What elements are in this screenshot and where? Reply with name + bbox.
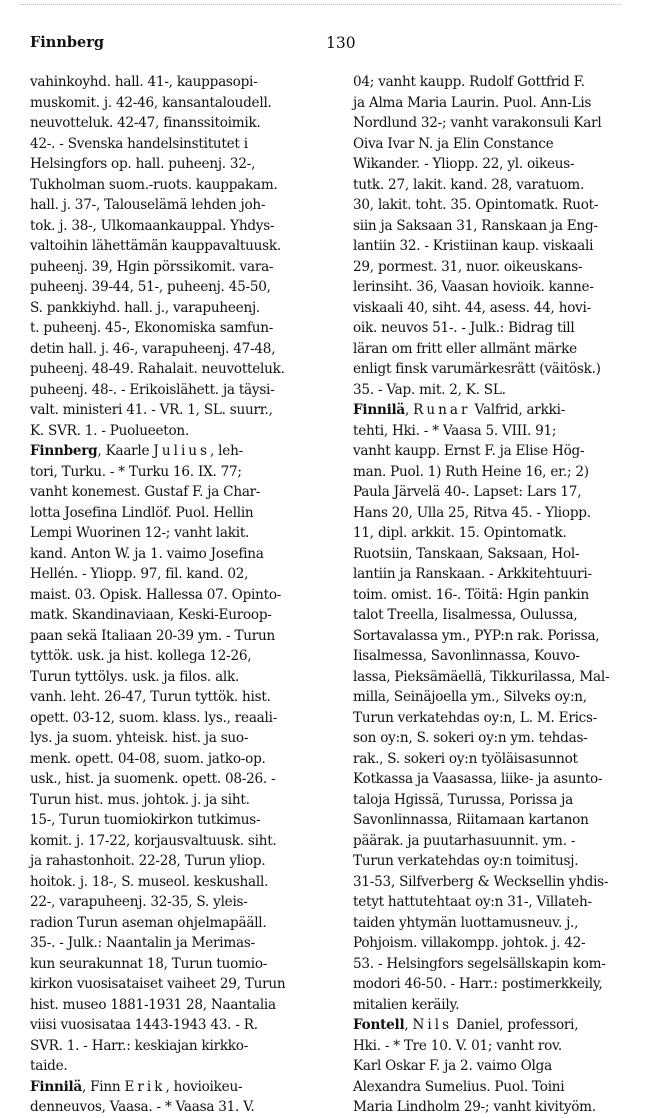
text-line: Hellén. - Yliopp. 97, fil. kand. 02, bbox=[30, 566, 249, 582]
text-line: toim. omist. 16-. Töitä: Hgin pankin bbox=[353, 586, 589, 603]
text-line: 53. - Helsingfors segelsällskapin kom- bbox=[353, 955, 606, 972]
text-line: tyttök. usk. ja hist. kollega 12-26, bbox=[30, 648, 252, 664]
text-line: hist. museo 1881-1931 28, Naantalia bbox=[30, 996, 276, 1013]
right-column bbox=[353, 72, 659, 1118]
text-line: taloja Hgissä, Turussa, Porissa ja bbox=[353, 791, 573, 808]
text-line: komit. j. 17-22, korjausvaltuusk. siht. bbox=[30, 832, 277, 849]
text-line: lotta Josefina Lindlöf. Puol. Hellin bbox=[30, 504, 254, 521]
text-line: denneuvos, Vaasa. - * Vaasa 31. V. bbox=[30, 1099, 255, 1115]
text-line: hoitok. j. 18-, S. museol. keskushall. bbox=[30, 873, 269, 890]
text-line: S. pankkiyhd. hall. j., varapuheenj. bbox=[30, 299, 260, 316]
text-line: oik. neuvos 51-. - Julk.: Bidrag till bbox=[353, 320, 575, 336]
text-line: maist. 03. Opisk. Hallessa 07. Opinto- bbox=[30, 586, 282, 603]
text-line: lerinsiht. 36, Vaasan hovioik. kanne- bbox=[353, 279, 594, 295]
text-line: son oy:n, S. sokeri oy:n ym. tehdas- bbox=[353, 730, 588, 746]
text-line: detin hall. j. 46-, varapuheenj. 47-48, bbox=[30, 340, 276, 357]
text-line: Ruotsiin, Tanskaan, Saksaan, Hol- bbox=[353, 545, 580, 562]
text-line: SVR. 1. - Harr.: keskiajan kirkko- bbox=[30, 1037, 249, 1054]
text-line: tutk. 27, lakit. kand. 28, varatuom. bbox=[353, 176, 585, 193]
text-line: vanh. leht. 26-47, Turun tyttök. hist. bbox=[30, 689, 271, 705]
text-line: 35-. - Julk.: Naantalin ja Merimas- bbox=[30, 935, 255, 951]
text-line: talot Treella, Iisalmessa, Oulussa, bbox=[353, 607, 578, 623]
text-line: rak., S. sokeri oy:n työläisasunnot bbox=[353, 750, 578, 767]
text-line: Kotkassa ja Vaasassa, liike- ja asunto- bbox=[353, 771, 603, 787]
text-line: enligt finsk varumärkesrätt (väitösk.) bbox=[353, 361, 601, 377]
text-line: milla, Seinäjoella ym., Silveks oy:n, bbox=[353, 689, 587, 705]
text-line: lys. ja suom. yhteisk. hist. ja suo- bbox=[30, 730, 249, 746]
text-line: muskomit. j. 42-46, kansantaloudell. bbox=[30, 94, 272, 111]
text-line: Turun tyttölys. usk. ja filos. alk. bbox=[30, 668, 240, 685]
text-line: 31-53, Silfverberg & Wecksellin yhdis- bbox=[353, 873, 609, 890]
text-line: Karl Oskar F. ja 2. vaimo Olga bbox=[353, 1058, 552, 1074]
entry-header-line: Finnberg, Kaarle Julius, leh- bbox=[30, 443, 243, 459]
text-line: vahinkoyhd. hall. 41-, kauppasopi- bbox=[30, 74, 258, 90]
text-line: puheenj. 39-44, 51-, puheenj. 45-50, bbox=[30, 279, 271, 295]
text-line: vanht konemest. Gustaf F. ja Char- bbox=[30, 484, 261, 500]
page-number: 130 bbox=[326, 34, 356, 52]
text-line: puheenj. 48-. - Erikoislähett. ja täysi- bbox=[30, 381, 275, 398]
entry-given-name-spaced: Nils bbox=[412, 1017, 453, 1033]
text-line: ja rahastonhoit. 22-28, Turun yliop. bbox=[30, 853, 266, 869]
text-line: Hans 20, Ulla 25, Ritva 45. - Yliopp. bbox=[353, 504, 591, 521]
text-line: tok. j. 38-, Ulkomaankauppal. Yhdys- bbox=[30, 217, 275, 234]
text-line: tehti, Hki. - * Vaasa 5. VIII. 91; bbox=[353, 422, 557, 439]
text-line: matk. Skandinaviaan, Keski-Euroop- bbox=[30, 607, 272, 623]
entry-surname: Finnberg bbox=[30, 443, 98, 459]
entry-surname: Finnilä bbox=[30, 1078, 82, 1095]
text-line: lantiin 32. - Kristiinan kaup. viskaali bbox=[353, 238, 594, 254]
text-line: lassa, Pieksämäellä, Tikkurilassa, Mal- bbox=[353, 668, 610, 685]
text-line: K. SVR. 1. - Puolueeton. bbox=[30, 422, 190, 439]
entry-header-rest: , hovioikeu- bbox=[165, 1078, 243, 1095]
text-line: ja Alma Maria Laurin. Puol. Ann-Lis bbox=[353, 94, 592, 111]
text-line: man. Puol. 1) Ruth Heine 16, er.; 2) bbox=[353, 463, 589, 480]
running-head: Finnberg bbox=[30, 34, 105, 51]
text-line: Hki. - * Tre 10. V. 01; vanht rov. bbox=[353, 1037, 562, 1054]
text-line: Maria Lindholm 29-; vanht kivityöm. bbox=[353, 1099, 596, 1115]
entry-header-rest: Valfrid, arkki- bbox=[470, 402, 566, 418]
text-line: taiden yhtymän luottamusneuv. j., bbox=[353, 914, 579, 931]
text-line: Pohjoism. villakompp. johtok. j. 42- bbox=[353, 935, 586, 951]
text-line: tetyt hattutehtaat oy:n 31-, Villateh- bbox=[353, 894, 592, 910]
text-line: puheenj. 48-49. Rahalait. neuvotteluk. bbox=[30, 361, 285, 377]
text-line: mitalien keräily. bbox=[353, 996, 460, 1013]
text-line: radion Turun aseman ohjelmapääll. bbox=[30, 914, 267, 931]
text-line: vanht kaupp. Ernst F. ja Elise Hög- bbox=[353, 443, 585, 459]
text-line: Iisalmessa, Savonlinnassa, Kouvo- bbox=[353, 648, 580, 664]
text-line: Nordlund 32-; vanht varakonsuli Karl bbox=[353, 115, 602, 131]
text-line: tori, Turku. - * Turku 16. IX. 77; bbox=[30, 463, 242, 480]
entry-given-name: Kaarle bbox=[105, 443, 154, 459]
text-line: modori 46-50. - Harr.: postimerkkeily, bbox=[353, 976, 603, 992]
text-line: kun seurakunnat 18, Turun tuomio- bbox=[30, 955, 268, 972]
entry-surname: Fontell bbox=[353, 1017, 405, 1033]
text-line: 15-, Turun tuomiokirkon tutkimus- bbox=[30, 812, 261, 828]
text-line: Wikander. - Yliopp. 22, yl. oikeus- bbox=[353, 156, 575, 172]
entry-given-name-spaced: Erik bbox=[124, 1078, 166, 1095]
text-line: läran om fritt eller allmänt märke bbox=[353, 340, 577, 357]
text-line: Lempi Wuorinen 12-; vanht lakit. bbox=[30, 525, 250, 541]
entry-given-name-spaced: Runar bbox=[413, 402, 471, 418]
entry-header-line: Finnilä, Finn Erik, hovioikeu- bbox=[30, 1078, 243, 1095]
text-line: Turun verkatehdas oy:n, L. M. Erics- bbox=[353, 709, 598, 726]
entry-surname: Finnilä bbox=[353, 402, 405, 418]
entry-header-rest: , leh- bbox=[210, 443, 243, 459]
entry-header-rest: Daniel, professori, bbox=[452, 1017, 579, 1033]
text-line: paan sekä Italiaan 20-39 ym. - Turun bbox=[30, 627, 276, 644]
text-line: menk. opett. 04-08, suom. jatko-op. bbox=[30, 750, 266, 767]
text-line: t. puheenj. 45-, Ekonomiska samfun- bbox=[30, 320, 274, 336]
text-line: puheenj. 39, Hgin pörssikomit. vara- bbox=[30, 258, 274, 275]
text-line: kand. Anton W. ja 1. vaimo Josefina bbox=[30, 545, 264, 562]
text-line: Helsingfors op. hall. puheenj. 32-, bbox=[30, 156, 256, 172]
text-line: viisi vuosisataa 1443-1943 43. - R. bbox=[30, 1017, 258, 1033]
entry-header-line: Fontell, Nils Daniel, professori, bbox=[353, 1017, 579, 1033]
entry-given-name: Finn bbox=[90, 1078, 125, 1095]
text-line: Oiva Ivar N. ja Elin Constance bbox=[353, 135, 554, 152]
text-line: lantiin ja Ranskaan. - Arkkitehtuuri- bbox=[353, 566, 592, 582]
text-line: valtoihin lähettämän kauppavaltuusk. bbox=[30, 238, 281, 254]
text-line: neuvotteluk. 42-47, finanssitoimik. bbox=[30, 115, 261, 131]
entry-header-line: Finnilä, Runar Valfrid, arkki- bbox=[353, 402, 566, 418]
text-line: päärak. ja puutarhasuunnit. ym. - bbox=[353, 832, 576, 849]
text-line: 04; vanht kaupp. Rudolf Gottfrid F. bbox=[353, 74, 585, 90]
text-line: 30, lakit. toht. 35. Opintomatk. Ruot- bbox=[353, 197, 599, 213]
text-line: 11, dipl. arkkit. 15. Opintomatk. bbox=[353, 525, 567, 541]
text-line: 22-, varapuheenj. 32-35, S. yleis- bbox=[30, 894, 248, 910]
text-line: Sortavalassa ym., PYP:n rak. Porissa, bbox=[353, 627, 600, 644]
text-line: siin ja Saksaan 31, Ranskaan ja Eng- bbox=[353, 217, 598, 234]
left-column bbox=[30, 72, 336, 1118]
text-line: 42-. - Svenska handelsinstitutet i bbox=[30, 135, 248, 152]
text-line: usk., hist. ja suomenk. opett. 08-26. - bbox=[30, 771, 276, 787]
text-line: 35. - Vap. mit. 2, K. SL. bbox=[353, 381, 506, 398]
text-line: Savonlinnassa, Riitamaan kartanon bbox=[353, 812, 589, 828]
text-line: viskaali 40, siht. 44, asess. 44, hovi- bbox=[353, 299, 591, 316]
text-line: valt. ministeri 41. - VR. 1, SL. suurr., bbox=[30, 402, 273, 418]
entry-given-name-spaced: Julius bbox=[153, 443, 211, 459]
header-dotted-rule bbox=[20, 4, 620, 5]
text-line: opett. 03-12, suom. klass. lys., reaali- bbox=[30, 709, 278, 726]
text-line: 29, pormest. 31, nuor. oikeuskans- bbox=[353, 258, 583, 275]
text-line: taide. bbox=[30, 1058, 68, 1074]
text-line: Turun verkatehdas oy:n toimitusj. bbox=[353, 853, 579, 869]
text-line: kirkon vuosisataiset vaiheet 29, Turun bbox=[30, 976, 286, 992]
text-line: Tukholman suom.-ruots. kauppakam. bbox=[30, 176, 278, 193]
text-line: Turun hist. mus. johtok. j. ja siht. bbox=[30, 791, 250, 808]
text-line: Paula Järvelä 40-. Lapset: Lars 17, bbox=[353, 484, 582, 500]
text-line: Alexandra Sumelius. Puol. Toini bbox=[353, 1078, 565, 1095]
text-line: hall. j. 37-, Talouselämä lehden joh- bbox=[30, 197, 266, 213]
